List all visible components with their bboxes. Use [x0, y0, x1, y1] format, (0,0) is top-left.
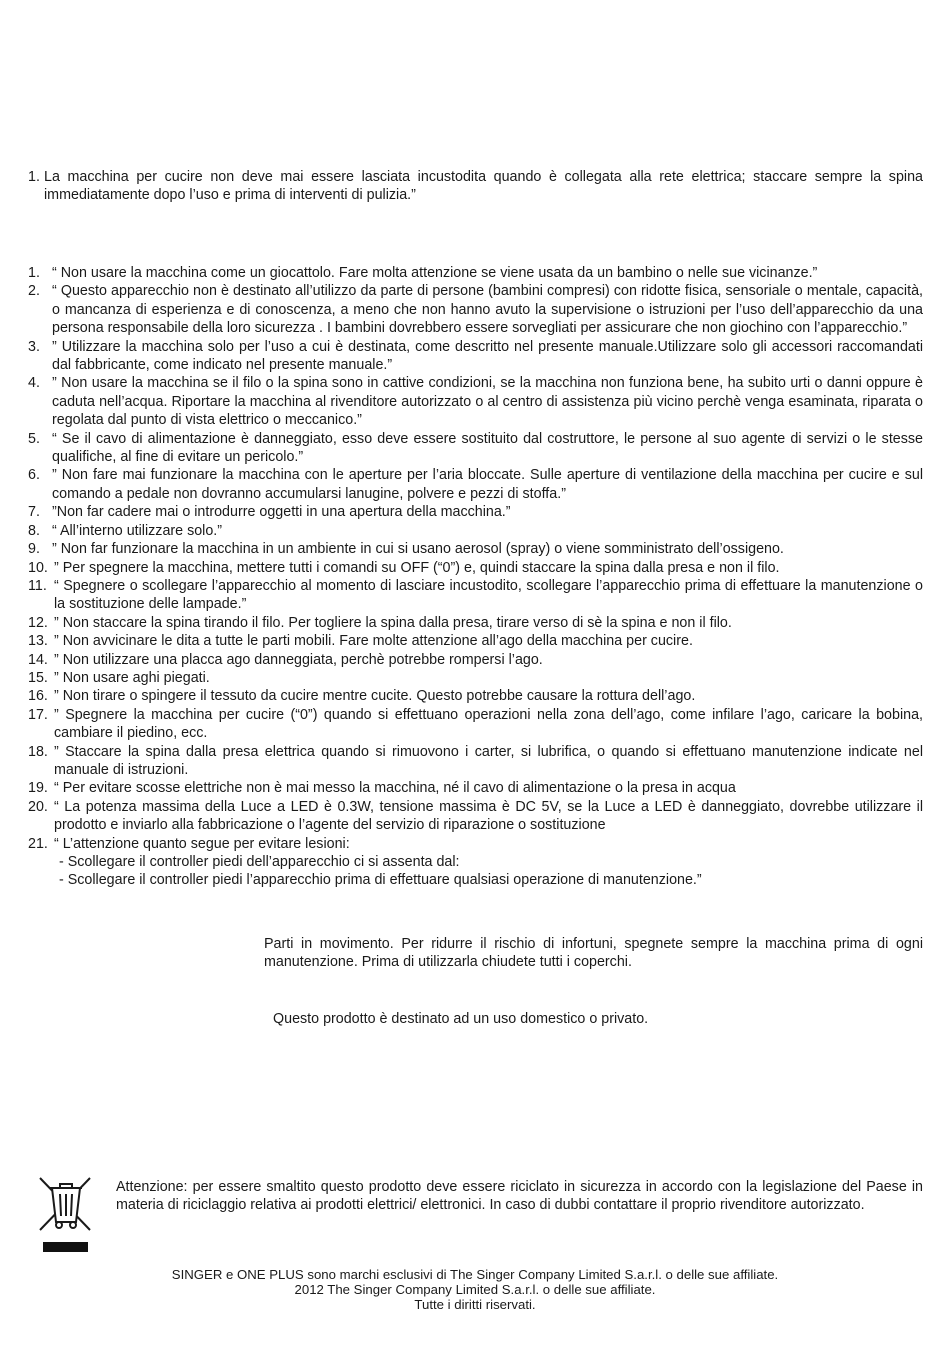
footer-trademark-line: SINGER e ONE PLUS sono marchi esclusivi di The Singer Company Limited S.a.r.l. o delle sue affiliate.: [171, 1267, 779, 1282]
warning-item: [28, 669, 923, 687]
warning-number: 13.: [28, 633, 48, 650]
warning-number: 11.: [28, 577, 47, 594]
warning-text: ” Non staccare la spina tirando il filo. Per togliere la spina dalla presa, tirare verso di sè la spina e non il filo.: [54, 614, 732, 631]
warning-text: ” Non utilizzare una placca ago danneggiata, perchè potrebbe rompersi l’ago.: [54, 651, 543, 668]
warnings-list: [28, 264, 923, 890]
warning-text: ” Per spegnere la macchina, mettere tutti i comandi su OFF (“0”) e, quindi staccare la spina dalla presa e non il filo.: [54, 559, 780, 576]
warning-number: 19.: [28, 780, 48, 797]
warning-item: [28, 503, 923, 521]
warning-number: 3.: [28, 338, 40, 355]
warning-item: [28, 706, 923, 743]
warning-text: ” Staccare la spina dalla presa elettrica quando si rimuovono i carter, si lubrifica, o quando si effettuano manutenzione indicate nel manuale di istruzioni.: [54, 743, 923, 778]
warning-text: “ La potenza massima della Luce a LED è 0.3W, tensione massima è DC 5V, se la Luce a LED è danneggiato, dovrebbe utilizzare il prodotto e inviarlo alla fabbricazione o l’agente del servizio di riparazione o sostituzione: [54, 798, 923, 834]
warning-item: [28, 430, 923, 467]
warning-text: “ Se il cavo di alimentazione è danneggiato, esso deve essere sostituito dal costruttore, le persone al suo agente di servizi o le stesse qualifiche, al fine di evitare un pericolo.”: [52, 430, 923, 466]
warning-number: 17.: [28, 706, 48, 723]
danger-section: [28, 168, 923, 205]
warning-number: 12.: [28, 614, 48, 631]
footer: [0, 1267, 950, 1312]
warning-item: [28, 835, 923, 853]
warning-item: [28, 779, 923, 797]
warning-text: “ L’attenzione quanto segue per evitare lesioni:: [54, 835, 350, 852]
warning-number: 10.: [28, 559, 48, 576]
warning-text: ” Non usare la macchina se il filo o la spina sono in cattive condizioni, se la macchina non funziona bene, ha subito urti o danni oppure è caduta nell’acqua. Riportare la macchina al rivenditore autorizzato o al centro di assistenza più vicino perchè venga esaminata, riparata o regolata dal punto di vista elettrico o meccanico.”: [52, 375, 923, 429]
warning-item: [28, 338, 923, 375]
warning-item: [28, 540, 923, 558]
warning-text: ” Utilizzare la macchina solo per l’uso a cui è destinata, come descritto nel presente manuale.Utilizzare solo gli accessori raccomandati dal fabbricante, come indicato nel presente manuale.”: [52, 338, 923, 374]
warning-text: “ Non usare la macchina come un giocattolo. Fare molta attenzione se viene usata da un bambino o nelle sue vicinanze.”: [52, 265, 818, 281]
warning-item: [28, 466, 923, 503]
warning-item: [28, 632, 923, 650]
moving-parts-notice: Parti in movimento. Per ridurre il rischio di infortuni, spegnete sempre la macchina prima di ogni manutenzione. Prima di utilizzarla chiudete tutti i coperchi.: [264, 936, 923, 971]
warning-item: [28, 282, 923, 337]
warning-number: 2.: [28, 283, 40, 300]
warning-number: 5.: [28, 430, 40, 447]
warning-item: [28, 743, 923, 780]
danger-item-text: La macchina per cucire non deve mai essere lasciata incustodita quando è collegata alla rete elettrica; staccare sempre la spina immediatamente dopo l’uso e prima di interventi di pulizia.”: [44, 169, 923, 204]
warning-number: 15.: [28, 669, 48, 686]
warning-item: [28, 687, 923, 705]
warning-number: 8.: [28, 522, 40, 539]
warning-number: 9.: [28, 541, 40, 558]
danger-item-number: 1.: [28, 169, 40, 185]
warning-text: ”Non far cadere mai o introdurre oggetti in una apertura della macchina.”: [52, 504, 511, 521]
warning-text: ” Non avvicinare le dita a tutte le parti mobili. Fare molte attenzione all’ago della macchina per cucire.: [54, 633, 693, 650]
warning-number: 20.: [28, 798, 48, 815]
warning-item: [28, 559, 923, 577]
footer-rights-line: Tutte i diritti riservati.: [414, 1297, 536, 1312]
warning-item: [28, 798, 923, 835]
recycling-notice: Attenzione: per essere smaltito questo prodotto deve essere riciclato in sicurezza in accordo con la legislazione del Paese in materia di riciclaggio relativa ai prodotti elettrici/ elettronici. In caso di dubbi contattare il proprio rivenditore autorizzato.: [116, 1179, 923, 1214]
warning-number: 7.: [28, 504, 40, 521]
warning-number: 4.: [28, 375, 40, 392]
footer-copyright-line: 2012 The Singer Company Limited S.a.r.l. o delle sue affiliate.: [294, 1282, 656, 1297]
warning-item: [28, 651, 923, 669]
warning-text: “ Questo apparecchio non è destinato all’utilizzo da parte di persone (bambini compresi) con ridotte fisica, sensoriale o mentale, capacità, o mancanza di esperienza e di conoscenza, a meno che non hanno avuto la supervisione o istruzioni per l’uso dell’apparecchio da una persona responsabile della loro sicurezza . I bambini dovrebbero essere sorvegliati per assicurare che non giochino con l’apparecchio.”: [52, 283, 923, 337]
warning-sub-item: - Scollegare il controller piedi dell’apparecchio ci si assenta dal:: [59, 854, 460, 870]
warning-text: ” Non usare aghi piegati.: [54, 669, 210, 686]
warning-text: “ Spegnere o scollegare l’apparecchio al momento di lasciare incustodito, scollegare l’apparecchio prima di effettuare la manutenzione o la sostituzione delle lampade.”: [54, 577, 923, 613]
warning-item: [28, 614, 923, 632]
warning-item: [28, 264, 923, 282]
warning-text: ” Non tirare o spingere il tessuto da cucire mentre cucite. Questo potrebbe causare la rottura dell’ago.: [54, 688, 696, 705]
warning-number: 6.: [28, 467, 40, 484]
danger-item: [28, 168, 923, 205]
warning-number: 21.: [28, 835, 48, 852]
warning-number: 1.: [28, 265, 40, 281]
warning-number: 16.: [28, 688, 48, 705]
warning-item: [28, 374, 923, 429]
weee-crossed-bin-icon: [38, 1176, 94, 1256]
warning-number: 14.: [28, 651, 48, 668]
warning-number: 18.: [28, 743, 48, 760]
warning-item: [28, 577, 923, 614]
warning-text: “ All’interno utilizzare solo.”: [52, 522, 223, 539]
warning-text: ” Non fare mai funzionare la macchina con le aperture per l’aria bloccate. Sulle aperture di ventilazione della macchina per cucire e sul comando a pedale non dovranno accumularsi lanugine, polvere e pezzi di stoffa.”: [52, 467, 923, 502]
warning-text: ” Spegnere la macchina per cucire (“0”) quando si effettuano operazioni nella zona dell’ago, come infilare l’ago, caricare la bobina, cambiare il piedino, ecc.: [54, 706, 923, 742]
warning-text: ” Non far funzionare la macchina in un ambiente in cui si usano aerosol (spray) o viene somministrato dell’ossigeno.: [52, 541, 784, 558]
domestic-use-notice: Questo prodotto è destinato ad un uso domestico o privato.: [273, 1011, 649, 1027]
warning-text: “ Per evitare scosse elettriche non è mai messo la macchina, né il cavo di alimentazione o la presa in acqua: [54, 780, 736, 797]
warning-sub-item: - Scollegare il controller piedi l’apparecchio prima di effettuare qualsiasi operazione di manutenzione.”: [59, 872, 702, 889]
warning-item: [28, 522, 923, 540]
